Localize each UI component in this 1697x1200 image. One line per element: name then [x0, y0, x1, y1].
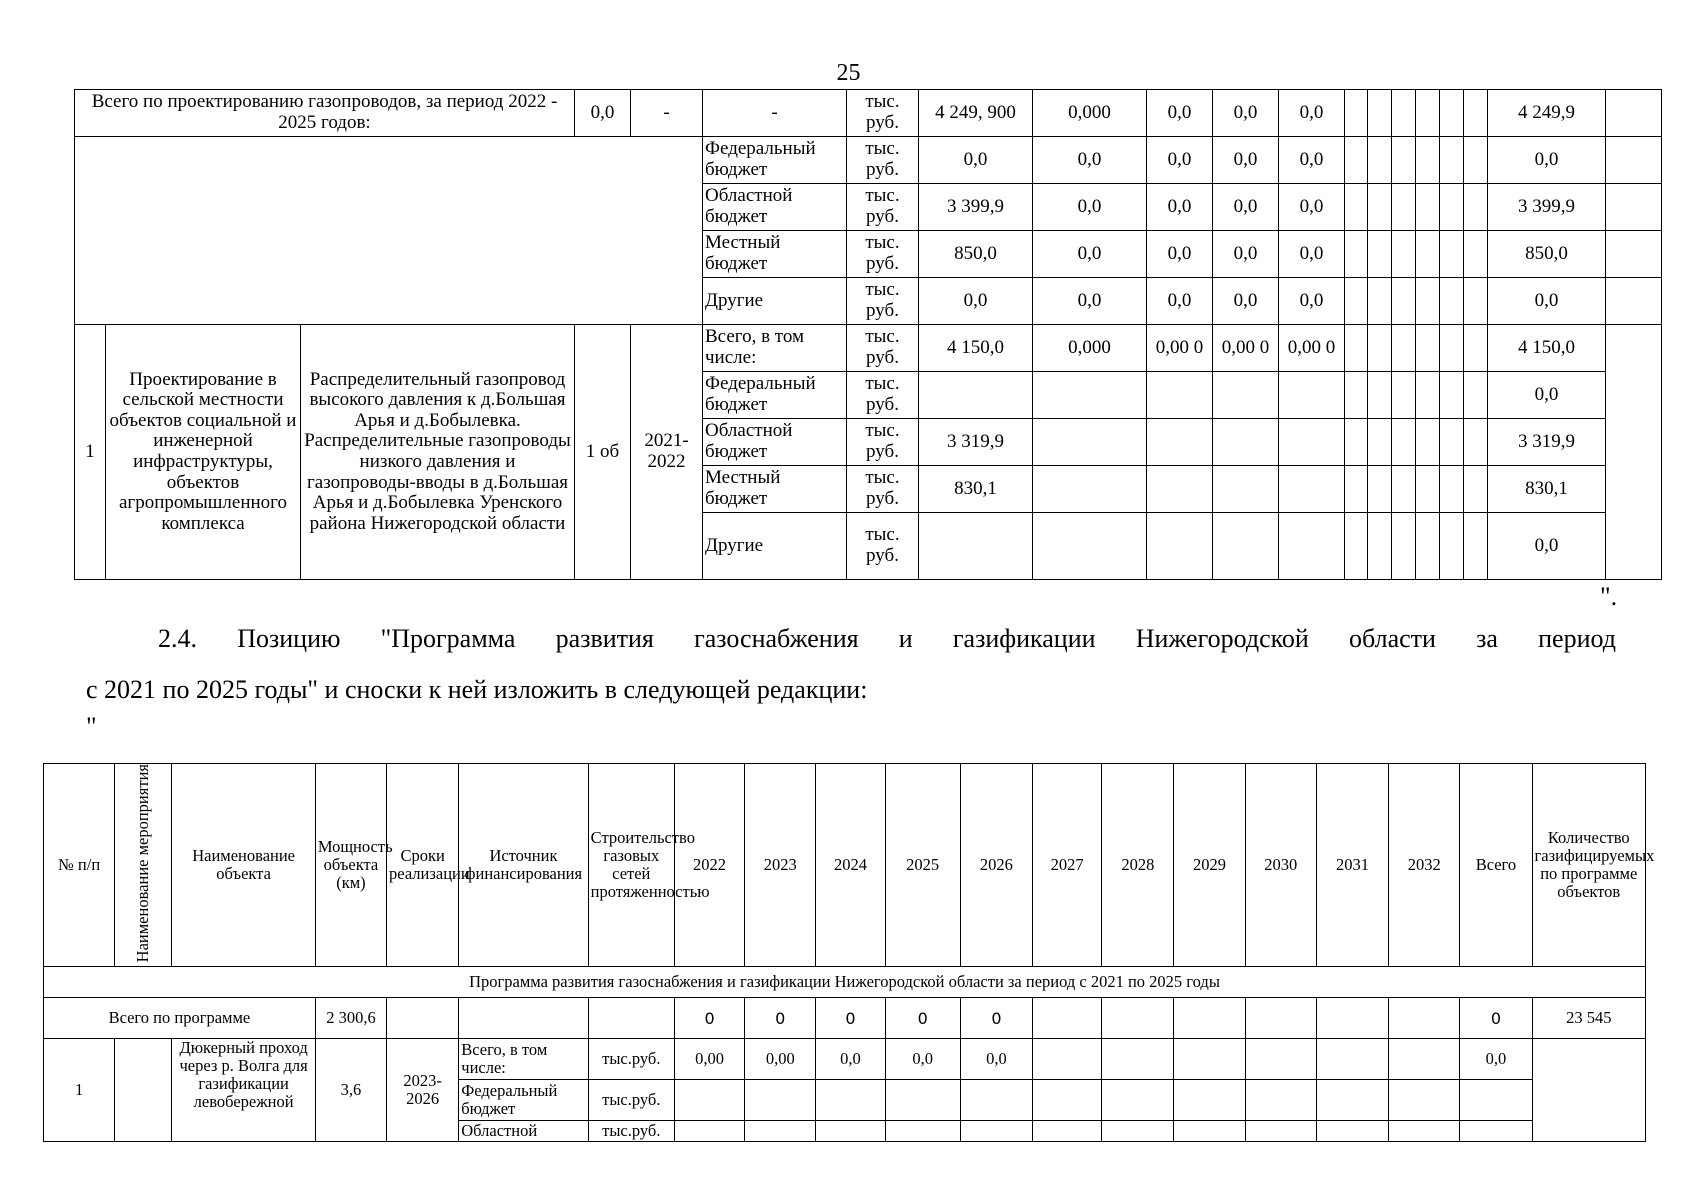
object-name: Дюкерный проход через р. Волга для газификации левобережной — [172, 1039, 315, 1142]
open-quote: " — [86, 712, 97, 741]
paragraph-line-1: 2.4. Позицию "Программа развития газоснабжения и газификации Нижегородской области за период — [158, 624, 1616, 653]
table-row: Областной тыс.руб. — [44, 1121, 1646, 1142]
gasification-program-table — [43, 763, 1655, 1142]
table-row: 1 Дюкерный проход через р. Волга для газификации левобережной 3,6 2023-2026 Всего, в том числе: тыс.руб. 0,00 0,00 0,0 0,0 0,0 0,0 — [44, 1039, 1646, 1080]
table-row: Федеральный бюджет тыс. руб. 0,0 0,0 0,0 0,0 0,0 0,0 — [75, 137, 1662, 184]
header-row: № п/п Наименование мероприятия Наименование объекта Мощность объекта (км) Сроки реализации Источник финансирования Строительство газовых сетей протяженностью 2022 2023 2024 2025 2026 2027 2028 2029 2030 2031 2032 Всего Количество газифицируемых по программе объектов — [44, 764, 1646, 967]
object-name: Распределительный газопровод высокого давления к д.Большая Арья и д.Бобылевка. Распределительные газопроводы низкого давления и газопроводы-вводы в д.Большая Арья и д.Бобылевка Уренского района Нижегородской области — [301, 325, 575, 580]
activity-header: Наименование мероприятия — [133, 764, 153, 963]
table-row: Областной бюджет тыс. руб. 3 319,9 3 319,9 — [75, 419, 1662, 466]
table-row: Другие тыс. руб. 0,0 0,0 0,0 0,0 0,0 0,0 — [75, 278, 1662, 325]
end-quote: ". — [1600, 582, 1618, 611]
paragraph-line-2: с 2021 по 2025 годы" и сноски к ней изложить в следующей редакции: — [86, 675, 868, 704]
table-row: Местный бюджет тыс. руб. 830,1 830,1 — [75, 466, 1662, 513]
table-row: Другие тыс. руб. 0,0 — [75, 513, 1662, 580]
table-row: Местный бюджет тыс. руб. 850,0 0,0 0,0 0,0 0,0 850,0 — [75, 231, 1662, 278]
page-number: 25 — [836, 60, 861, 86]
section-title-row: Программа развития газоснабжения и газификации Нижегородской области за период с 2021 по 2025 годы — [44, 967, 1646, 998]
design-costs-table — [74, 89, 1662, 580]
total-label: Всего по проектированию газопроводов, за период 2022 - 2025 годов: — [75, 90, 575, 137]
table-row: 1 Проектирование в сельской местности объектов социальной и инженерной инфраструктуры, объектов агропромышленного комплекса Распределительный газопровод высокого давления к д.Большая Арья и д.Бобылевка. Распределительные газопроводы низкого давления и газопроводы-вводы в д.Большая Арья и д.Бобылевка Уренского района Нижегородской области 1 об 2021-2022 Всего, в том числе: тыс. руб. 4 150,0 0,000 0,00 0 0,00 0 0,00 0 4 150,0 — [75, 325, 1662, 372]
program-total-row: Всего по программе 2 300,6 0 0 0 0 0 0 23 545 — [44, 998, 1646, 1039]
table-row: Всего по проектированию газопроводов, за период 2022 - 2025 годов: 0,0 - - тыс. руб. 4 249, 900 0,000 0,0 0,0 0,0 4 249,9 — [75, 90, 1662, 137]
activity-name: Проектирование в сельской местности объектов социальной и инженерной инфраструктуры, объектов агропромышленного комплекса — [106, 325, 301, 580]
table-row: Областной бюджет тыс. руб. 3 399,9 0,0 0,0 0,0 0,0 3 399,9 — [75, 184, 1662, 231]
table-row: Федеральный бюджет тыс. руб. 0,0 — [75, 372, 1662, 419]
table-row: Федеральный бюджет тыс.руб. — [44, 1080, 1646, 1121]
